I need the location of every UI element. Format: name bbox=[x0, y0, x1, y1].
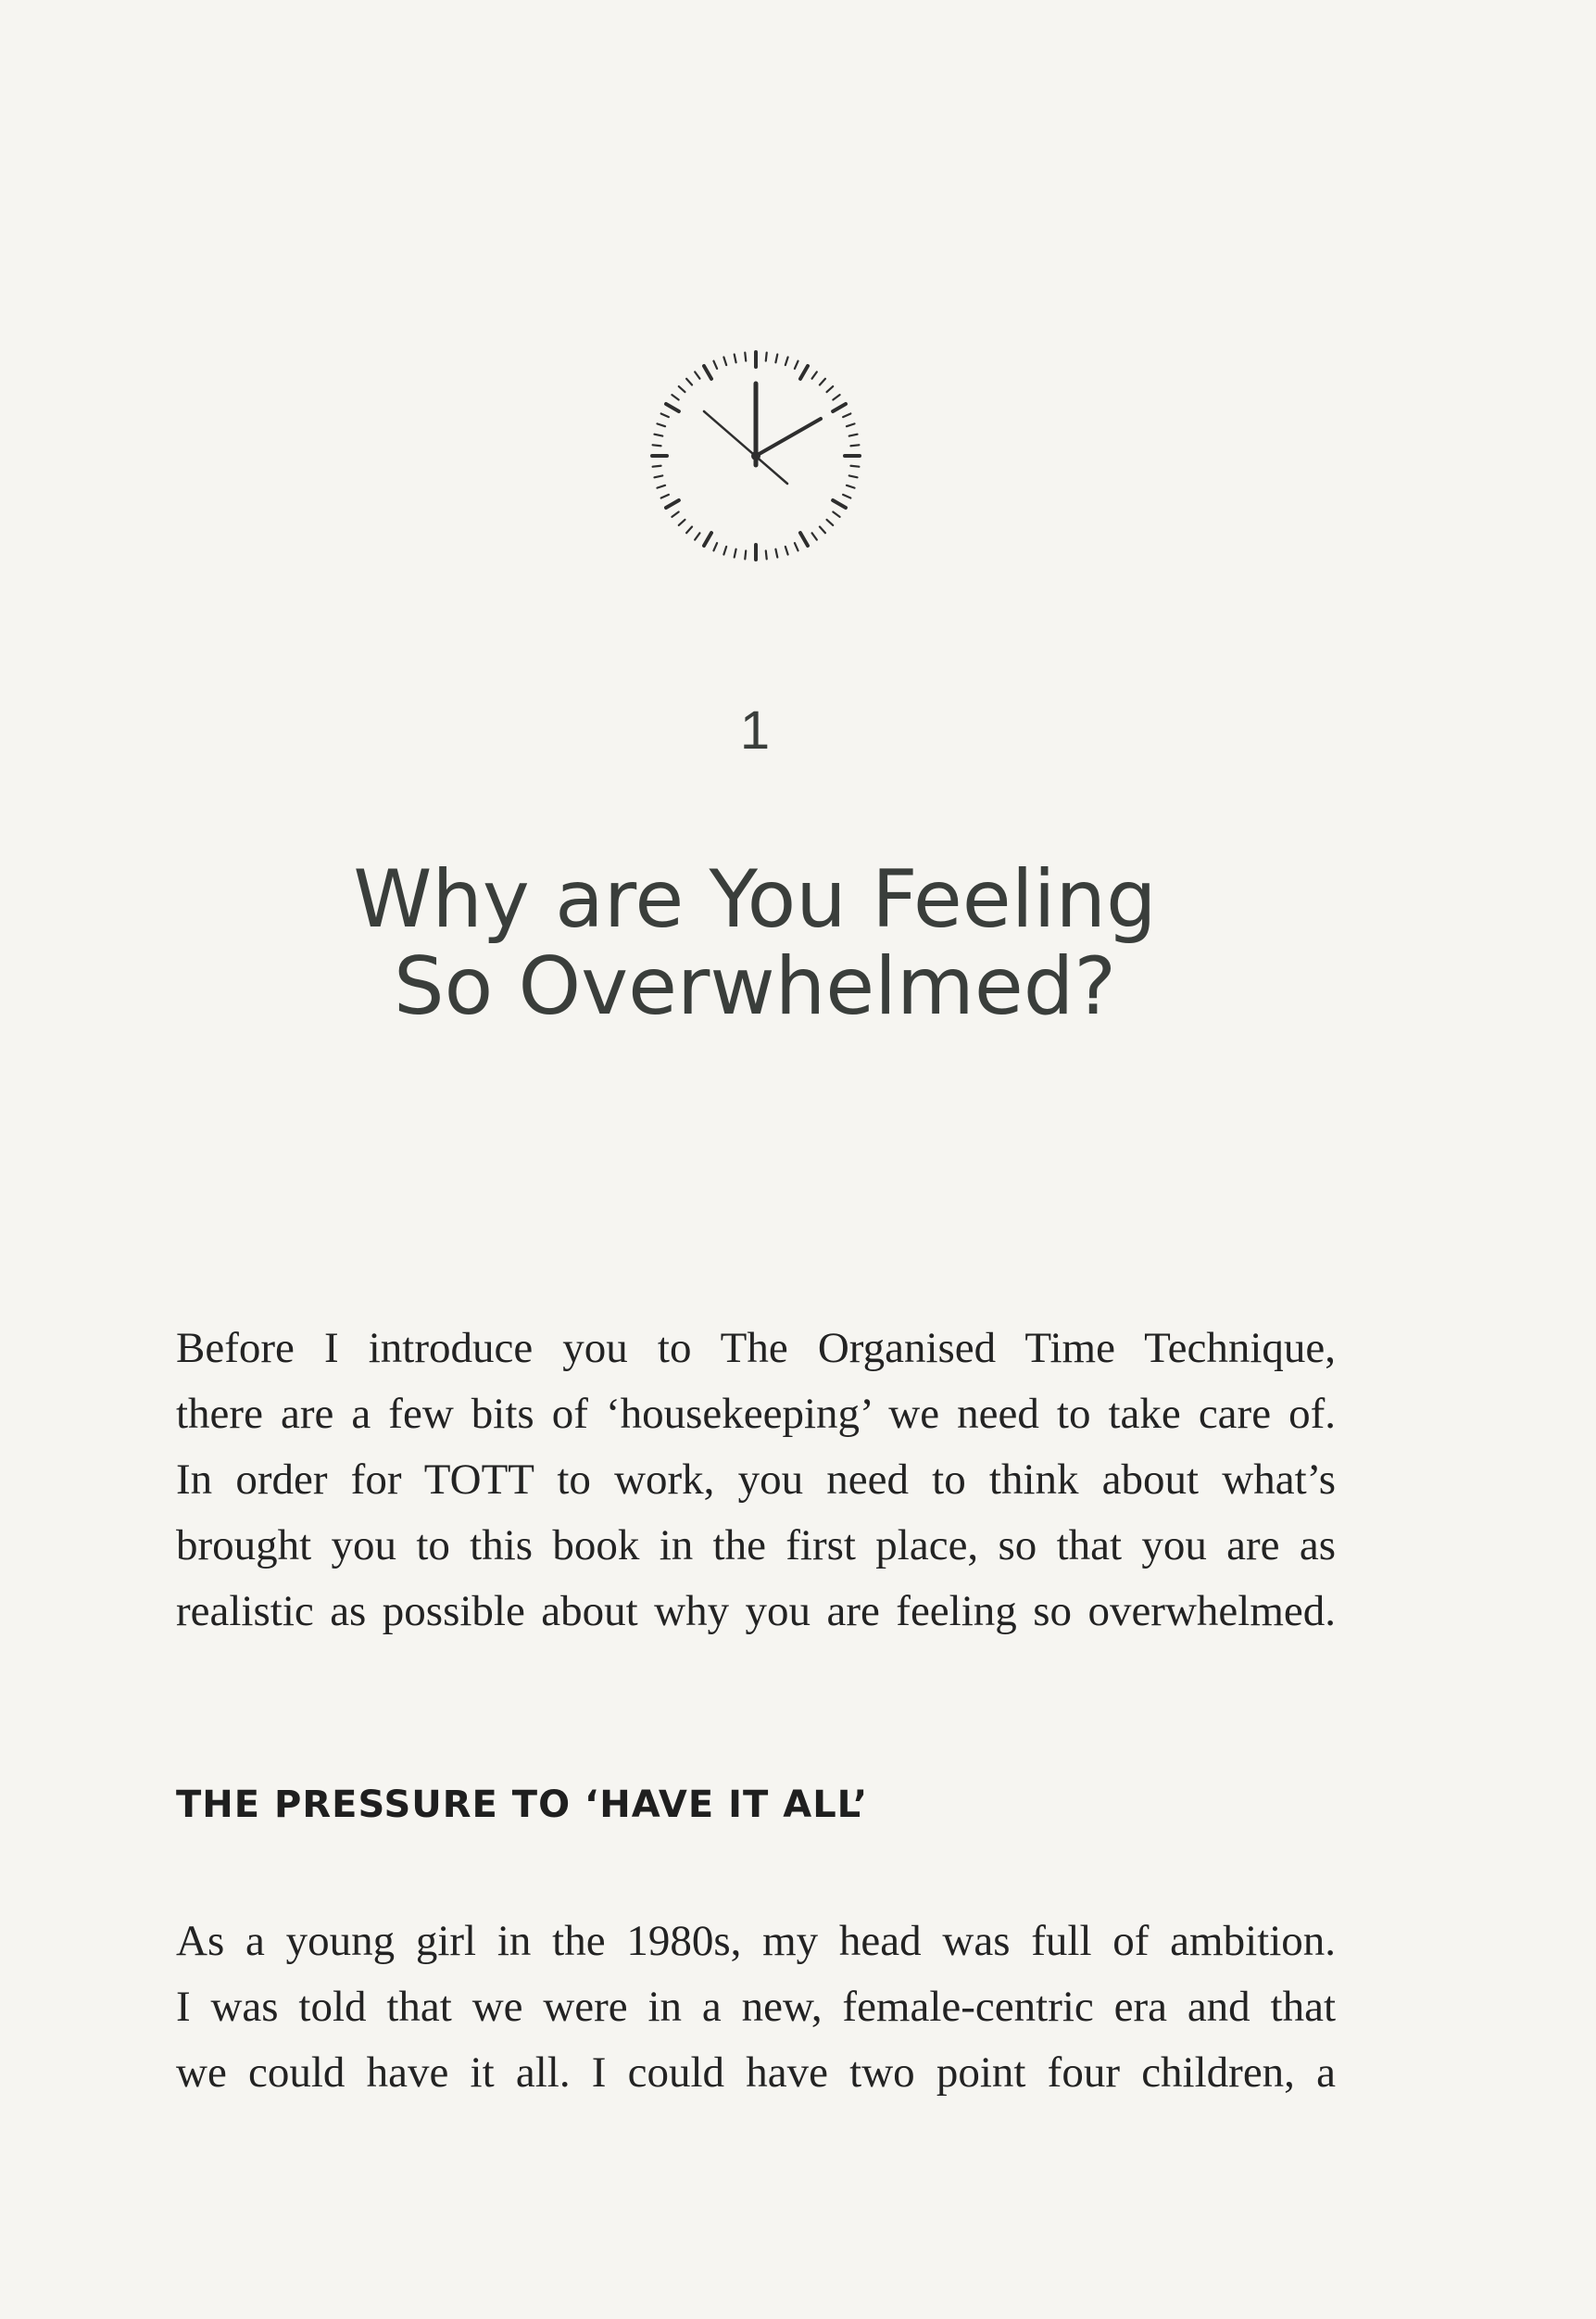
clock-tick bbox=[812, 372, 817, 378]
clock-tick bbox=[775, 549, 777, 558]
paragraph-line: brought you to this book in the first place, so that you are as bbox=[176, 1521, 1336, 1569]
clock-tick bbox=[843, 495, 850, 498]
intro-paragraph bbox=[176, 1316, 1336, 1645]
clock-tick bbox=[661, 413, 669, 417]
clock-tick bbox=[735, 354, 736, 362]
clock-tick bbox=[679, 520, 685, 525]
clock-tick bbox=[833, 512, 839, 517]
section-heading: THE PRESSURE TO ‘HAVE IT ALL’ bbox=[176, 1783, 869, 1826]
clock-icon bbox=[645, 345, 867, 567]
clock-tick bbox=[654, 435, 662, 436]
paragraph-line: we could have it all. I could have two point four children, a bbox=[176, 2048, 1336, 2097]
clock-tick bbox=[812, 533, 817, 539]
clock-tick bbox=[723, 357, 726, 365]
clock-tick bbox=[695, 533, 699, 539]
clock-tick bbox=[833, 500, 846, 508]
clock-tick bbox=[745, 550, 746, 559]
clock-tick bbox=[661, 495, 669, 498]
clock-tick bbox=[785, 547, 788, 555]
clock-tick bbox=[820, 527, 825, 534]
clock-tick bbox=[850, 466, 859, 467]
clock-tick bbox=[833, 395, 839, 399]
chapter-title bbox=[0, 853, 1510, 1033]
clock-tick bbox=[695, 372, 699, 378]
clock-tick bbox=[679, 386, 685, 392]
clock-tick bbox=[686, 527, 692, 534]
clock-tick bbox=[654, 475, 662, 477]
clock-tick bbox=[800, 533, 808, 546]
clock-tick bbox=[657, 485, 665, 488]
clock-tick bbox=[666, 500, 679, 508]
paragraph-line: realistic as possible about why you are feeling so overwhelmed. bbox=[176, 1587, 1336, 1635]
clock-tick bbox=[833, 404, 846, 411]
chapter-number: 1 bbox=[739, 700, 771, 761]
paragraph-line: In order for TOTT to work, you need to think about what’s bbox=[176, 1456, 1336, 1504]
paragraph-line: there are a few bits of ‘housekeeping’ we need to take care of. bbox=[176, 1390, 1336, 1438]
clock-tick bbox=[672, 512, 678, 517]
clock-tick bbox=[686, 379, 692, 385]
paragraph-line: Before I introduce you to The Organised Time Technique, bbox=[176, 1324, 1336, 1372]
clock-tick bbox=[735, 549, 736, 558]
clock-tick bbox=[653, 466, 661, 467]
clock-tick bbox=[827, 386, 834, 392]
clock-tick bbox=[820, 379, 825, 385]
clock-tick bbox=[666, 404, 679, 411]
clock-tick bbox=[766, 550, 767, 559]
clock-tick bbox=[849, 475, 858, 477]
clock-tick bbox=[775, 354, 777, 362]
clock-tick bbox=[849, 435, 858, 436]
clock-tick bbox=[843, 413, 850, 417]
clock-tick bbox=[795, 543, 798, 550]
clock-tick bbox=[704, 533, 711, 546]
clock-tick bbox=[850, 445, 859, 446]
clock-tick bbox=[827, 520, 834, 525]
clock-tick bbox=[800, 366, 808, 379]
clock-tick bbox=[795, 361, 798, 369]
chapter-title-line-1: Why are You Feeling bbox=[353, 853, 1157, 946]
clock-tick bbox=[713, 543, 717, 550]
clock-tick bbox=[713, 361, 717, 369]
clock-tick bbox=[847, 423, 855, 426]
clock-tick bbox=[657, 423, 665, 426]
clock-tick bbox=[847, 485, 855, 488]
clock-tick bbox=[766, 353, 767, 361]
clock-tick bbox=[704, 366, 711, 379]
chapter-title-line-2: So Overwhelmed? bbox=[394, 939, 1116, 1033]
paragraph-line: As a young girl in the 1980s, my head was full of ambition. bbox=[176, 1917, 1336, 1965]
clock-tick bbox=[653, 445, 661, 446]
clock-tick bbox=[672, 395, 678, 399]
clock-tick bbox=[785, 357, 788, 365]
clock-tick bbox=[745, 353, 746, 361]
paragraph-line: I was told that we were in a new, female-centric era and that bbox=[176, 1983, 1336, 2031]
clock-tick bbox=[723, 547, 726, 555]
section-paragraph bbox=[176, 1909, 1336, 2106]
